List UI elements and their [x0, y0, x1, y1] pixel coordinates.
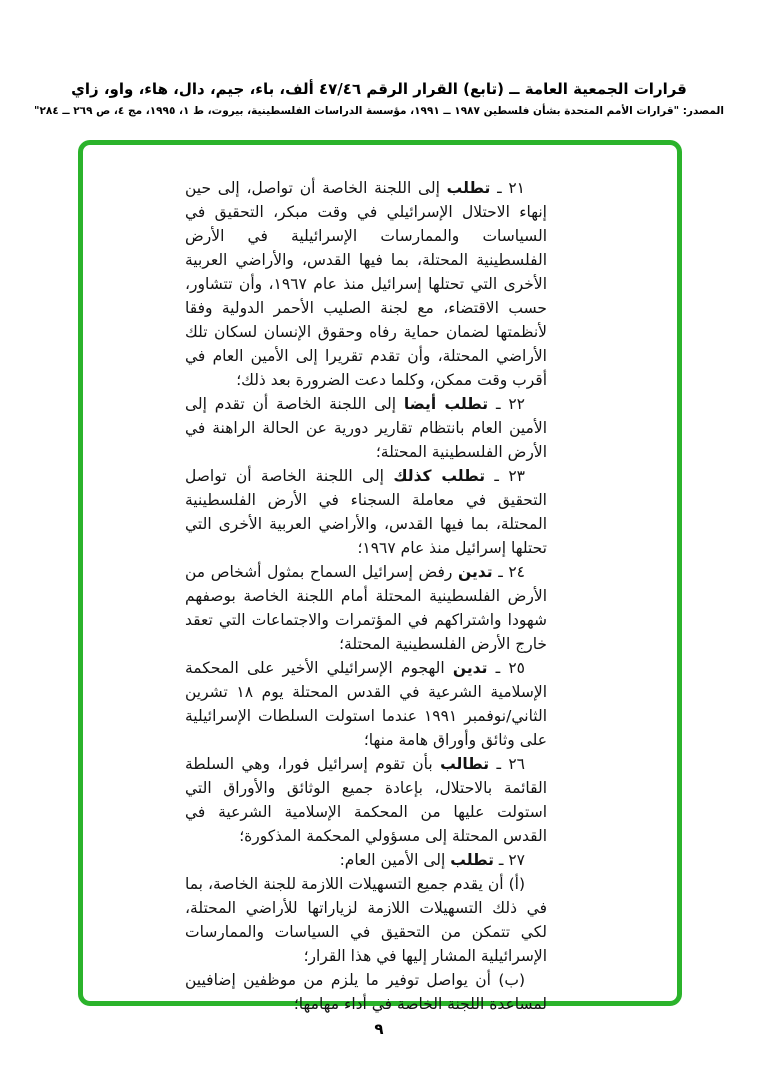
paragraph-operative-verb: تطلب [450, 851, 494, 869]
resolution-paragraph [185, 392, 547, 464]
paragraph-number: ٢٣ ـ [494, 467, 525, 485]
paragraph-text: بأن تقوم إسرائيل فورا، وهي السلطة القائمة بالاحتلال، بإعادة جميع الوثائق والأوراق التي استولت عليها من المحكمة الإسلامية الشرعية في القدس المحتلة إلى مسؤولي المحكمة المذكورة؛ [185, 755, 547, 845]
paragraph-text: إلى اللجنة الخاصة أن تواصل، إلى حين إنهاء الاحتلال الإسرائيلي في وقت مبكر، التحقيق في السياسات والممارسات الإسرائيلية في الأرض الفلسطينية المحتلة، بما فيها القدس، والأراضي العربية الأخرى التي تحتلها إسرائيل منذ عام ١٩٦٧، وأن تتشاور، حسب الاقتضاء، مع لجنة الصليب الأحمر الدولية وفقا لأنظمتها لضمان حماية رفاه وحقوق الإنسان لسكان تلك الأراضي المحتلة، وأن تقدم تقريرا إلى الأمين العام في أقرب وقت ممكن، وكلما دعت الضرورة بعد ذلك؛ [185, 179, 547, 389]
paragraph-text: إلى اللجنة الخاصة أن تواصل التحقيق في معاملة السجناء في الأرض الفلسطينية المحتلة، بما فيها القدس، والأراضي العربية الأخرى التي تحتلها إسرائيل منذ عام ١٩٦٧؛ [185, 467, 547, 557]
paragraph-number: ٢٥ ـ [495, 659, 526, 677]
page-header [0, 80, 758, 117]
paragraph-number: ٢٢ ـ [495, 395, 525, 413]
paragraph-text: إلى الأمين العام: [339, 851, 446, 869]
paragraph-number: (ب) [498, 971, 525, 989]
resolution-paragraph [185, 656, 547, 752]
paragraph-text: إلى اللجنة الخاصة أن تقدم إلى الأمين العام بانتظام تقارير دورية عن الحالة الراهنة في الأرض الفلسطينية المحتلة؛ [185, 395, 547, 461]
page-number: ٩ [374, 1020, 384, 1038]
paragraph-number: ٢١ ـ [497, 179, 525, 197]
resolution-paragraph [185, 848, 547, 872]
resolution-paragraph [185, 872, 547, 968]
paragraph-text: الهجوم الإسرائيلي الأخير على المحكمة الإسلامية الشرعية في القدس المحتلة يوم ١٨ تشرين الثاني/نوفمبر ١٩٩١ عندما استولت السلطات الإسرائيلية على وثائق وأوراق هامة منها؛ [185, 659, 548, 749]
paragraph-number: ٢٤ ـ [498, 563, 525, 581]
resolution-text-column [185, 176, 547, 1016]
resolution-paragraph [185, 968, 547, 1016]
document-title: قرارات الجمعية العامة ــ (تابع) القرار الرقم ٤٧/٤٦ ألف، باء، جيم، دال، هاء، واو، زاي [71, 80, 687, 98]
paragraph-number: ٢٧ ـ [498, 851, 525, 869]
paragraph-text: أن يواصل توفير ما يلزم من موظفين إضافيين لمساعدة اللجنة الخاصة في أداء مهامها؛ [185, 971, 547, 1013]
paragraph-operative-verb: تطلب كذلك [393, 467, 486, 485]
paragraph-text: أن يقدم جميع التسهيلات اللازمة للجنة الخاصة، بما في ذلك التسهيلات اللازمة لزياراتها للأراضي المحتلة، لكي تتمكن من التحقيق في السياسات والممارسات الإسرائيلية المشار إليها في هذا القرار؛ [185, 875, 547, 965]
paragraph-operative-verb: تطلب [446, 179, 491, 197]
resolution-paragraph [185, 176, 547, 392]
document-source-citation: المصدر: "قرارات الأمم المتحدة بشأن فلسطين ١٩٨٧ ــ ١٩٩١، مؤسسة الدراسات الفلسطينية، بيروت، ط ١، ١٩٩٥، مج ٤، ص ٢٦٩ ــ ٢٨٤" [34, 105, 724, 117]
paragraph-operative-verb: تدين [458, 563, 493, 581]
paragraph-operative-verb: تدين [452, 659, 488, 677]
resolution-paragraph [185, 752, 547, 848]
paragraph-number: ٢٦ ـ [496, 755, 526, 773]
paragraph-number: (أ) [508, 875, 525, 893]
paragraph-text: رفض إسرائيل السماح بمثول أشخاص من الأرض الفلسطينية المحتلة أمام اللجنة الخاصة بوصفهم شهودا واشتراكهم في المؤتمرات والاجتماعات التي تعقد خارج الأرض الفلسطينية المحتلة؛ [185, 563, 547, 653]
paragraph-operative-verb: تطلب أيضا [403, 395, 489, 413]
paragraph-operative-verb: تطالب [440, 755, 490, 773]
resolution-paragraph [185, 560, 547, 656]
resolution-paragraph [185, 464, 547, 560]
